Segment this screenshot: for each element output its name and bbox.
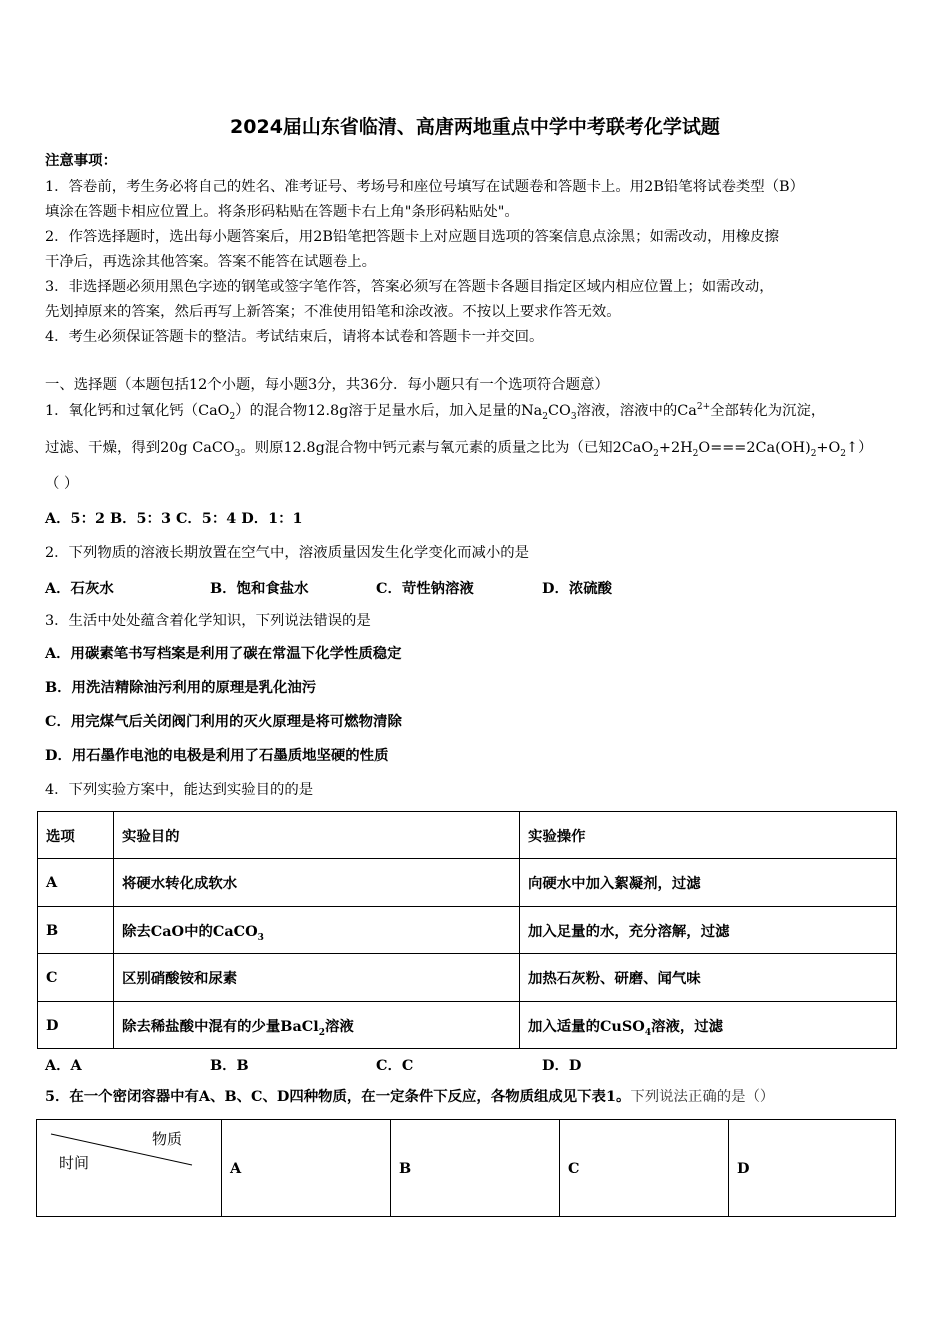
notice-line: 3．非选择题必须用黑色字迹的钢笔或签字笔作答，答案必须写在答题卡各题目指定区域内相应位置上；如需改动， [45,279,774,295]
cell-option: D [38,1002,114,1049]
question-2-option-b: B．饱和食盐水 [210,580,309,597]
question-2-option-c: C．苛性钠溶液 [376,580,474,597]
column-header-a: A [222,1120,391,1217]
header-option: 选项 [38,812,114,859]
cell-operation: 加入足量的水，充分溶解，过滤 [520,907,897,954]
page-title: 2024届山东省临清、高唐两地重点中学中考联考化学试题 [230,116,720,138]
table-row [38,1002,897,1049]
notice-line: 2．作答选择题时，选出每小题答案后，用2B铅笔把答题卡上对应题目选项的答案信息点涂黑；如需改动，用橡皮擦 [45,229,780,245]
section-heading: 一、选择题（本题包括12个小题，每小题3分，共36分．每小题只有一个选项符合题意） [45,377,609,393]
cell-purpose: 除去CaO中的CaCO$_3$ [114,907,520,954]
notice-line: 先划掉原来的答案，然后再写上新答案；不准使用铅笔和涂改液。不按以上要求作答无效。 [45,304,621,320]
notice-heading: 注意事项： [45,152,117,169]
diagonal-header-cell [37,1120,222,1217]
question-3-option-b: B．用洗洁精除油污利用的原理是乳化油污 [45,679,317,696]
question-1-line-1: 1．氧化钙和过氧化钙（CaO$_2$）的混合物12.8g溶于足量水后，加入足量的$Na_2CO_3$溶液，溶液中的$Ca^{2+}$全部转化为沉淀， [45,402,826,422]
cell-purpose: 将硬水转化成软水 [114,859,520,907]
question-4-table [37,811,897,1049]
question-2-stem: 2．下列物质的溶液长期放置在空气中，溶液质量因发生化学变化而减小的是 [45,545,530,561]
column-header-c: C [560,1120,729,1217]
question-2-option-d: D．浓硫酸 [542,580,613,597]
table-row [38,954,897,1002]
question-5-table [36,1119,896,1217]
question-4-stem: 4．下列实验方案中，能达到实验目的的是 [45,782,314,798]
notice-line: 干净后，再选涂其他答案。答案不能答在试题卷上。 [45,254,376,270]
question-3-stem: 3．生活中处处蕴含着化学知识，下列说法错误的是 [45,613,371,629]
cell-option: C [38,954,114,1002]
cell-purpose: 除去稀盐酸中混有的少量BaCl$_2$溶液 [114,1002,520,1049]
question-1-line-2: 过滤、干燥，得到20g CaCO$_3$。则原12.8g混合物中钙元素与氧元素的质量之比为（已知$2CaO_2+2H_2O===2Ca(OH)_2+O_2↑$） [45,440,873,459]
table-row [38,907,897,954]
corner-label-substance: 物质 [152,1130,183,1148]
question-3-option-a: A．用碳素笔书写档案是利用了碳在常温下化学性质稳定 [45,645,402,662]
column-header-b: B [391,1120,560,1217]
question-1-blank: （ ） [45,476,79,492]
cell-option: B [38,907,114,954]
question-2-option-a: A．石灰水 [45,580,114,597]
cell-option: A [38,859,114,907]
header-operation: 实验操作 [520,812,897,859]
notice-line: 4．考生必须保证答题卡的整洁。考试结束后，请将本试卷和答题卡一并交回。 [45,329,544,345]
question-5-stem: 5．在一个密闭容器中有A、B、C、D四种物质，在一定条件下反应，各物质组成见下表1。下列说法正确的是（） [45,1088,775,1105]
table-row [38,859,897,907]
header-purpose: 实验目的 [114,812,520,859]
column-header-d: D [729,1120,896,1217]
question-3-option-c: C．用完煤气后关闭阀门利用的灭火原理是将可燃物清除 [45,713,402,730]
question-4-option-b: B．B [210,1057,249,1074]
notice-line: 1．答卷前，考生务必将自己的姓名、准考证号、考场号和座位号填写在试题卷和答题卡上。用2B铅笔将试卷类型（B） [45,179,804,195]
question-1-options: A．5：2 B．5：3 C．5：4 D．1：1 [45,510,303,527]
table-header-row [37,1120,896,1217]
question-4-option-a: A．A [45,1057,82,1074]
cell-operation: 加入适量的CuSO$_4$溶液，过滤 [520,1002,897,1049]
question-3-option-d: D．用石墨作电池的电极是利用了石墨质地坚硬的性质 [45,747,389,764]
corner-label-time: 时间 [59,1154,90,1172]
cell-operation: 向硬水中加入絮凝剂，过滤 [520,859,897,907]
cell-purpose: 区别硝酸铵和尿素 [114,954,520,1002]
notice-line: 填涂在答题卡相应位置上。将条形码粘贴在答题卡右上角"条形码粘贴处"。 [45,204,519,220]
cell-operation: 加热石灰粉、研磨、闻气味 [520,954,897,1002]
question-4-option-d: D．D [542,1057,582,1074]
question-4-option-c: C．C [376,1057,414,1074]
table-header-row [38,812,897,859]
